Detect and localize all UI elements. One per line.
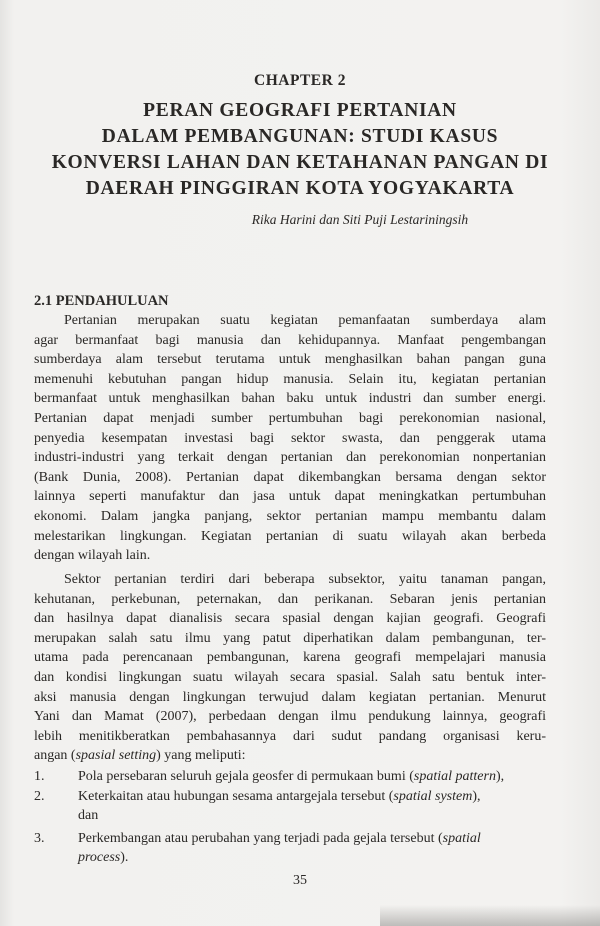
- list-item: [34, 787, 546, 826]
- italic-term: process: [78, 850, 121, 866]
- italic-term: spasial setting: [75, 748, 157, 764]
- text-run: ),: [472, 788, 481, 804]
- list-item-line: [78, 787, 546, 807]
- paragraph-2-line: lebih menitikberatkan pembahasannya dari sudut pandang organisasi keru-: [34, 728, 546, 744]
- text-run: Pola persebaran seluruh gejala geosfer di permukaan bumi (: [78, 769, 414, 784]
- chapter-title-line-4: DAERAH PINGGIRAN KOTA YOGYAKARTA: [85, 178, 515, 199]
- italic-term: spatial pattern: [413, 769, 496, 784]
- list-item-continuation: [78, 848, 546, 868]
- paragraph-1-line: memenuhi kebutuhan pangan hidup manusia. Selain itu, kegiatan pertanian: [34, 371, 546, 387]
- italic-term: spatial: [442, 830, 481, 846]
- paragraph-1-line: Pertanian dapat menjadi sumber pertumbuhan bagi perekonomian nasional,: [34, 410, 546, 426]
- list-number: 3.: [34, 830, 45, 846]
- chapter-title-line-3: KONVERSI LAHAN DAN KETAHANAN PANGAN DI: [51, 152, 549, 173]
- paragraph-1-line: melestarikan lingkungan. Kegiatan pertanian di suatu wilayah akan berbeda: [34, 528, 546, 544]
- chapter-title-line-2: DALAM PEMBANGUNAN: STUDI KASUS: [101, 126, 499, 147]
- paragraph-1-line: agar bermanfaat bagi manusia dan kehidupannya. Manfaat pengembangan: [34, 332, 546, 348]
- paragraph-1-line: industri-industri yang terkait dengan pertanian dan perekonomian nonpertanian: [34, 450, 546, 466]
- paragraph-1-line: Pertanian merupakan suatu kegiatan pemanfaatan sumberdaya alam: [64, 313, 546, 328]
- paragraph-1-line: sumberdaya alam tersebut terutama untuk menghasilkan bahan pangan guna: [34, 352, 546, 368]
- paragraph-1-line: (Bank Dunia, 2008). Pertanian dapat dikembangkan bersama dengan sektor: [34, 469, 546, 485]
- italic-term: spatial system: [393, 788, 473, 804]
- paragraph-2: [34, 570, 546, 766]
- chapter-title-line-1: PERAN GEOGRAFI PERTANIAN: [143, 100, 457, 121]
- list-item-line: [78, 829, 546, 849]
- list-number: 1.: [34, 769, 45, 784]
- paragraph-1-line: dengan wilayah lain.: [34, 548, 151, 564]
- text-run: angan (: [34, 748, 76, 764]
- paragraph-2-line: Sektor pertanian terdiri dari beberapa subsektor, yaitu tanaman pangan,: [64, 572, 546, 587]
- list-item: [34, 829, 546, 868]
- paragraph-1-line: penyedia kesempatan investasi bagi sektor swasta, dan penggerak utama: [34, 430, 546, 446]
- text-run: Keterkaitan atau hubungan sesama antargejala tersebut (: [78, 788, 394, 804]
- paragraph-2-line: dan hasilnya dapat dianalisis secara spasial dengan kajian geografi. Geografi: [34, 611, 546, 627]
- paragraph-1-line: ekonomi. Dalam jangka panjang, sektor pertanian mampu membantu dalam: [34, 508, 546, 524]
- paragraph-1-line: lainnya seperti manufaktur dan jasa untuk dapat meningkatkan pertumbuhan: [34, 489, 546, 505]
- list-item-line: [78, 767, 546, 787]
- paragraph-1-line: bermanfaat untuk menghasilkan bahan baku untuk industri dan sumber energi.: [34, 391, 546, 407]
- list-item-continuation: dan: [78, 808, 99, 824]
- text-run: ).: [120, 850, 129, 866]
- page-edge-shadow: [380, 905, 600, 926]
- list-item: [34, 767, 546, 787]
- text-run: Perkembangan atau perubahan yang terjadi pada gejala tersebut (: [78, 830, 443, 846]
- paragraph-2-line: Yani dan Mamat (2007), perbedaan dengan ilmu pendukung lainnya, geografi: [34, 709, 546, 725]
- page-number: 35: [293, 873, 307, 888]
- text-run: ) yang meliputi:: [156, 748, 246, 764]
- list-number: 2.: [34, 788, 45, 804]
- section-heading: 2.1 PENDAHULUAN: [34, 293, 169, 309]
- paragraph-2-line: merupakan salah satu ilmu yang patut diperhatikan dalam pembangunan, ter-: [34, 630, 546, 646]
- paragraph-2-last-line: [34, 746, 546, 766]
- paragraph-2-line: utama pada perencanaan pembangunan, karena geografi mempelajari manusia: [34, 650, 546, 666]
- paragraph-2-line: dan kondisi lingkungan suatu wilayah secara spasial. Salah satu bentuk inter-: [34, 669, 546, 685]
- numbered-list: [34, 767, 546, 868]
- paragraph-2-line: aksi manusia dengan lingkungan terwujud dalam kegiatan pertanian. Menurut: [34, 689, 546, 705]
- text-run: ),: [495, 769, 505, 784]
- chapter-authors: Rika Harini dan Siti Puji Lestariningsih: [251, 212, 469, 227]
- paragraph-1: [34, 311, 546, 566]
- chapter-number: CHAPTER 2: [254, 72, 346, 89]
- paragraph-2-line: kehutanan, perkebunan, peternakan, dan perikanan. Sebaran jenis pertanian: [34, 591, 546, 607]
